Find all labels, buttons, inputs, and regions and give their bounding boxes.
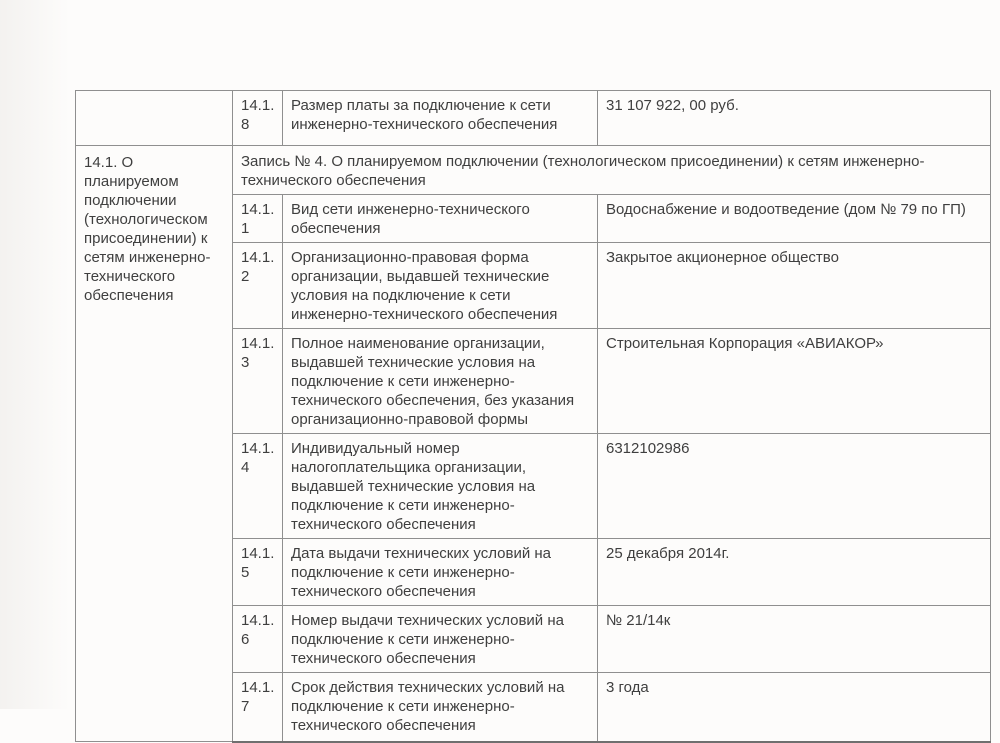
row-value: Строительная Корпорация «АВИАКОР» <box>598 329 991 434</box>
row-code: 14.1.3 <box>233 329 283 434</box>
row-value: 3 года <box>598 673 991 742</box>
declaration-table <box>75 90 991 743</box>
row-code: 14.1.1 <box>233 195 283 243</box>
row-code: 14.1.8 <box>233 91 283 146</box>
row-description: Индивидуальный номер налогоплательщика организации, выдавшей технические условия на подключение к сети инженерно-технического обеспечения <box>283 434 598 539</box>
row-description: Полное наименование организации, выдавшей технические условия на подключение к сети инженерно-технического обеспечения, без указания организационно-правовой формы <box>283 329 598 434</box>
row-description: Дата выдачи технических условий на подключение к сети инженерно-технического обеспечения <box>283 539 598 606</box>
row-value: 31 107 922, 00 руб. <box>598 91 991 146</box>
row-description: Размер платы за подключение к сети инженерно-технического обеспечения <box>283 91 598 146</box>
category-cell-empty <box>76 91 233 146</box>
row-description: Срок действия технических условий на подключение к сети инженерно-технического обеспечения <box>283 673 598 742</box>
section-header-row <box>76 146 991 195</box>
row-description: Номер выдачи технических условий на подключение к сети инженерно-технического обеспечения <box>283 606 598 673</box>
row-code: 14.1.7 <box>233 673 283 742</box>
row-code: 14.1.6 <box>233 606 283 673</box>
section-category-label: 14.1. О планируемом подключении (технологическом присоединении) к сетям инженерно-технического обеспечения <box>76 146 233 742</box>
row-description: Вид сети инженерно-технического обеспечения <box>283 195 598 243</box>
section-header-text: Запись № 4. О планируемом подключении (технологическом присоединении) к сетям инженерно-технического обеспечения <box>233 146 991 195</box>
row-code: 14.1.5 <box>233 539 283 606</box>
row-value: Закрытое акционерное общество <box>598 243 991 329</box>
row-code: 14.1.4 <box>233 434 283 539</box>
row-description: Организационно-правовая форма организации, выдавшей технические условия на подключение к сети инженерно-технического обеспечения <box>283 243 598 329</box>
row-value: 25 декабря 2014г. <box>598 539 991 606</box>
row-code: 14.1.2 <box>233 243 283 329</box>
table-row-prev-section <box>76 91 991 146</box>
row-value: Водоснабжение и водоотведение (дом № 79 по ГП) <box>598 195 991 243</box>
scan-edge-shading <box>0 0 70 709</box>
row-value: № 21/14к <box>598 606 991 673</box>
row-value: 6312102986 <box>598 434 991 539</box>
